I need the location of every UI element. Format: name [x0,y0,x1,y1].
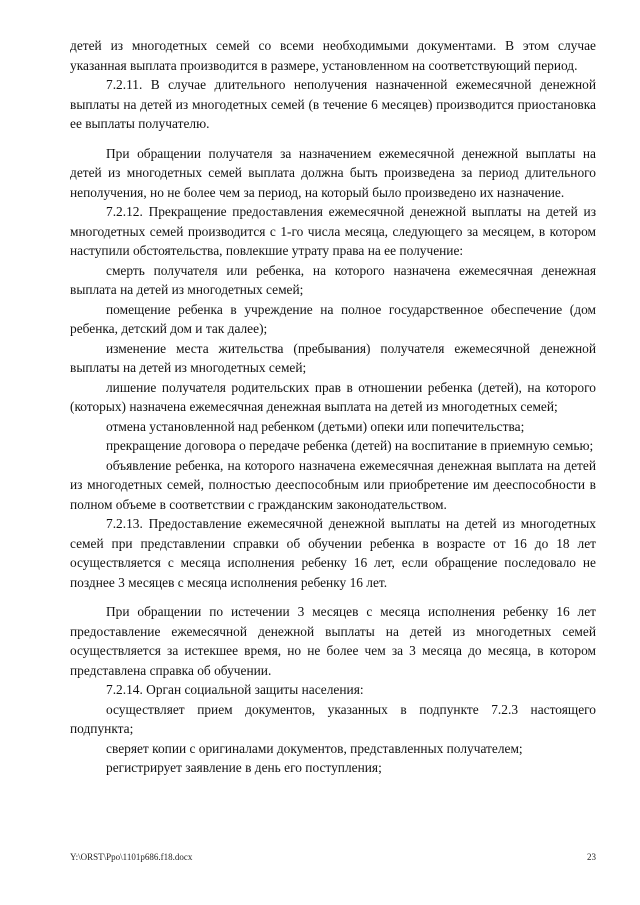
paragraph: сверяет копии с оригиналами документов, представленных получателем; [106,740,523,756]
footer-file-path: Y:\ORST\Ppo\1101p686.f18.docx [70,852,193,862]
paragraph: объявление ребенка, на которого назначена ежемесячная денежная выплата на детей из многодетных семей, полностью дееспособным или приобретение им дееспособности в полном объеме в соответствии с гражданским законодательством. [70,457,596,512]
paragraph: 7.2.12. Прекращение предоставления ежемесячной денежной выплаты на детей из многодетных семей производится с 1-го числа месяца, следующего за месяцем, в котором наступили обстоятельства, повлекшие утрату права на ее получение: [70,204,596,258]
paragraph: 7.2.14. Орган социальной защиты населения: [106,682,364,697]
paragraph: 7.2.11. В случае длительного неполучения назначенной ежемесячной денежной выплаты на детей из многодетных семей (в течение 6 месяцев) производится приостановка ее выплаты получателю. [70,77,596,131]
paragraph: регистрирует заявление в день его поступления; [106,760,382,775]
paragraph: При обращении получателя за назначением ежемесячной денежной выплаты на детей из многодетных семей выплата должна быть произведена за период длительного неполучения, но не более чем за период, на который было произведено их назначение. [70,145,596,200]
page-number: 23 [587,852,596,862]
document-body [70,36,596,778]
paragraph: При обращении по истечении 3 месяцев с месяца исполнения ребенку 16 лет предоставление ежемесячной денежной выплаты на детей из многодетных семей осуществляется за истекшее время, но не более чем за 3 месяца до месяца, в котором представлена справка об обучении. [70,604,596,678]
paragraph: отмена установленной над ребенком (детьми) опеки или попечительства; [106,418,525,434]
paragraph: прекращение договора о передаче ребенка (детей) на воспитание в приемную семью; [106,438,594,453]
paragraph: 7.2.13. Предоставление ежемесячной денежной выплаты на детей из многодетных семей при представлении справки об обучении ребенка в возрасте от 16 до 18 лет осуществляется с месяца исполнения ребенку 16 лет, если обращение последовало не позднее 3 месяцев с месяца исполнения ребенку 16 лет. [70,516,596,590]
paragraph: лишение получателя родительских прав в отношении ребенка (детей), на которого (которых) назначена ежемесячная денежная выплата на детей из многодетных семей; [70,379,596,414]
paragraph: осуществляет прием документов, указанных в подпункте 7.2.3 настоящего подпункта; [70,701,596,736]
paragraph: детей из многодетных семей со всеми необходимыми документами. В этом случае указанная выплата производится в размере, установленном на соответствующий период. [70,38,596,73]
paragraph: смерть получателя или ребенка, на которого назначена ежемесячная денежная выплата на детей из многодетных семей; [70,262,596,297]
paragraph: изменение места жительства (пребывания) получателя ежемесячной денежной выплаты на детей из многодетных семей; [70,340,596,375]
paragraph: помещение ребенка в учреждение на полное государственное обеспечение (дом ребенка, детский дом и так далее); [70,301,596,336]
